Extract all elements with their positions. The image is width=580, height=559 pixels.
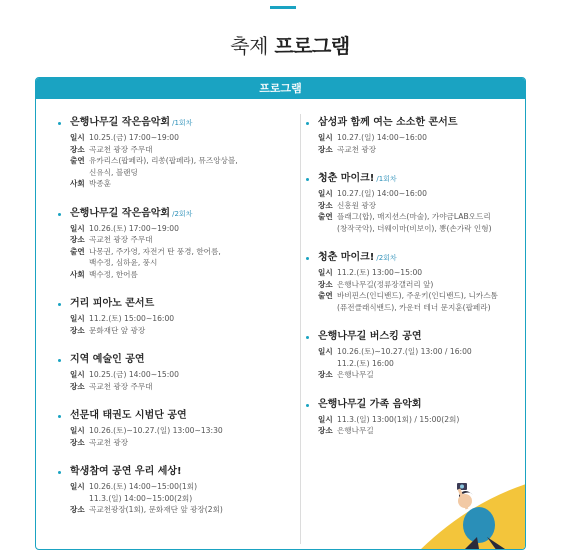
event-title [58, 353, 294, 367]
event-title-text: 은행나무길 가족 음악회 [318, 398, 422, 410]
detail-values [89, 223, 294, 235]
detail-row [70, 132, 294, 144]
detail-value: 11.2.(토) 16:00 [337, 358, 394, 368]
event-details [306, 414, 516, 437]
detail-values [337, 279, 516, 291]
detail-value: 10.25.(금) 17:00~19:00 [89, 133, 179, 142]
detail-value: 10.26.(토)~10.27.(일) 13:00~13:30 [89, 426, 223, 435]
detail-row [318, 346, 516, 369]
detail-value: 은행나무길(정류장갤러리 앞) [337, 279, 434, 289]
detail-value: 백수정, 한어름 [89, 269, 138, 279]
event-item [306, 398, 516, 437]
event-title-text: 은행나무길 작은음악회 [70, 207, 171, 219]
detail-label: 출연 [70, 156, 85, 165]
event-title [306, 116, 516, 130]
detail-label: 장소 [70, 381, 85, 391]
event-title [58, 207, 294, 221]
event-title-text: 지역 예술인 공연 [70, 354, 145, 365]
detail-values [337, 346, 516, 369]
detail-label: 출연 [70, 246, 85, 256]
title-accent-bar [270, 6, 296, 9]
detail-row [318, 414, 516, 426]
detail-values [89, 369, 294, 381]
session-tag: /1회차 [172, 119, 193, 127]
detail-row [318, 144, 516, 156]
bullet-icon [58, 471, 61, 474]
detail-value: 곡교천 광장 주무대 [89, 235, 153, 244]
bullet-icon [58, 415, 61, 418]
detail-value: 10.26.(토) 14:00~15:00(1회) [89, 482, 198, 491]
detail-value: 11.2.(토) 13:00~15:00 [337, 268, 423, 277]
session-tag: /2회차 [376, 254, 397, 262]
detail-value: 10.25.(금) 14:00~15:00 [89, 370, 179, 379]
event-item [306, 116, 516, 155]
detail-row [70, 481, 294, 504]
detail-label: 장소 [318, 279, 333, 289]
bullet-icon [306, 257, 309, 260]
detail-values [89, 313, 294, 325]
panel-header: 프로그램 [36, 78, 525, 99]
detail-values [337, 144, 516, 156]
detail-value: 백수정, 심하윤, 풍시 [89, 258, 158, 267]
left-event-column [58, 116, 294, 516]
detail-row [318, 200, 516, 212]
detail-value: 신유식, 블랜딩 [89, 167, 138, 177]
event-details [58, 223, 294, 281]
event-title [306, 251, 516, 265]
detail-values [337, 200, 516, 212]
detail-row [70, 325, 294, 337]
right-event-column [306, 116, 516, 437]
detail-value: 은행나무길 [337, 370, 374, 379]
session-tag: /2회차 [172, 209, 193, 218]
detail-value: 10.27.(일) 14:00~16:00 [337, 189, 427, 198]
detail-values [337, 290, 516, 313]
detail-value: 10.26.(토)~10.27.(일) 13:00 / 16:00 [337, 347, 472, 356]
event-title [58, 465, 294, 479]
event-title [58, 116, 294, 130]
detail-row [318, 279, 516, 291]
detail-values [89, 234, 294, 246]
event-item [58, 297, 294, 336]
detail-value: 10.26.(토) 17:00~19:00 [89, 223, 179, 233]
detail-values [89, 504, 294, 516]
event-item [306, 330, 516, 381]
detail-row [318, 425, 516, 437]
detail-row [70, 144, 294, 156]
event-title-text: 은행나무길 작은음악회 [70, 117, 171, 128]
detail-row [318, 211, 516, 234]
detail-value: 곡교천 광장 [89, 437, 129, 447]
detail-label: 장소 [70, 505, 85, 514]
event-details [58, 132, 294, 190]
event-title-text: 선문대 태권도 시범단 공연 [70, 410, 187, 421]
event-details [58, 425, 294, 448]
detail-row [70, 178, 294, 190]
page-title [0, 30, 580, 59]
detail-row [70, 425, 294, 437]
detail-values [89, 325, 294, 337]
detail-label: 일시 [318, 133, 333, 142]
event-title-text: 청춘 마이크! [318, 252, 375, 263]
detail-values [89, 269, 294, 281]
event-title [306, 330, 516, 344]
column-divider [300, 114, 301, 544]
event-title-text: 거리 피아노 콘서트 [70, 298, 155, 309]
detail-values [89, 178, 294, 190]
detail-label: 장소 [318, 144, 333, 154]
detail-label: 일시 [318, 189, 333, 198]
detail-label: 일시 [70, 370, 85, 379]
detail-row [70, 504, 294, 516]
detail-value: (창작국악), 더웨이마(비보이), 뽕(손가락 인형) [337, 223, 492, 233]
detail-row [70, 369, 294, 381]
event-details [58, 369, 294, 392]
event-item [58, 207, 294, 281]
event-title-text: 학생참여 공연 우리 세상! [70, 466, 182, 477]
bullet-icon [58, 213, 61, 216]
page-title-light: 축제 [230, 34, 268, 58]
detail-row [318, 132, 516, 144]
detail-value: 11.3.(일) 14:00~15:00(2회) [89, 493, 193, 503]
detail-value: 박종훈 [89, 179, 112, 188]
detail-values [89, 132, 294, 144]
detail-values [89, 481, 294, 504]
detail-values [337, 267, 516, 279]
detail-value: 곡교천광장(1회), 문화재단 앞 광장(2회) [89, 505, 223, 514]
detail-row [318, 188, 516, 200]
detail-value: 바비핀스(인디밴드), 주운키(인디밴드), 니카스톰 [337, 291, 498, 300]
detail-label: 사회 [70, 179, 85, 188]
detail-values [337, 425, 516, 437]
detail-values [337, 211, 516, 234]
event-item [58, 116, 294, 190]
detail-row [70, 381, 294, 393]
detail-value: 유카리스(팝페라), 리쏭(팝페라), 뮤즈앙상블, [89, 156, 238, 165]
detail-value: 곡교천 광장 [337, 144, 377, 154]
detail-row [318, 369, 516, 381]
detail-row [70, 269, 294, 281]
detail-value: 플래그(합), 매지션스(마술), 가야금LAB오드리 [337, 212, 491, 221]
detail-value: 신흥원 광장 [337, 200, 377, 210]
detail-values [337, 132, 516, 144]
event-item [58, 465, 294, 516]
detail-row [318, 267, 516, 279]
detail-values [337, 369, 516, 381]
event-title-text: 은행나무길 버스킹 공연 [318, 331, 422, 342]
detail-values [89, 381, 294, 393]
detail-label: 장소 [70, 235, 85, 244]
event-details [306, 346, 516, 381]
event-item [58, 409, 294, 448]
detail-values [89, 155, 294, 178]
detail-value: 나몽권, 주가영, 자전거 탄 풍경, 한어름, [89, 246, 221, 256]
detail-value: 곡교천 광장 주무대 [89, 144, 153, 154]
detail-value: 은행나무길 [337, 426, 374, 435]
detail-label: 일시 [70, 133, 85, 142]
detail-row [70, 246, 294, 269]
event-title [306, 172, 516, 186]
detail-label: 일시 [70, 314, 85, 323]
detail-row [318, 290, 516, 313]
detail-label: 일시 [70, 223, 85, 233]
event-title-text: 삼성과 함께 여는 소소한 콘서트 [318, 117, 458, 128]
detail-label: 출연 [318, 291, 333, 300]
detail-label: 일시 [70, 426, 85, 435]
detail-values [89, 425, 294, 437]
detail-value: 11.3.(일) 13:00(1회) / 15:00(2회) [337, 414, 460, 424]
detail-label: 장소 [318, 200, 333, 210]
bullet-icon [306, 404, 309, 407]
session-tag: /1회차 [376, 175, 397, 183]
event-item [58, 353, 294, 392]
detail-label: 사회 [70, 269, 85, 279]
detail-value: 곡교천 광장 주무대 [89, 381, 153, 391]
event-title [58, 297, 294, 311]
bullet-icon [306, 336, 309, 339]
event-item [306, 172, 516, 234]
detail-row [70, 155, 294, 178]
bullet-icon [306, 178, 309, 181]
detail-values [89, 144, 294, 156]
detail-value: 문화재단 앞 광장 [89, 325, 146, 335]
event-details [306, 267, 516, 313]
detail-value: 10.27.(일) 14:00~16:00 [337, 133, 427, 142]
event-details [58, 313, 294, 336]
event-title-text: 청춘 마이크! [318, 173, 375, 184]
detail-row [70, 313, 294, 325]
detail-value: (퓨전클래식밴드), 카운터 테너 문지훈(팝페라) [337, 302, 491, 312]
detail-values [89, 437, 294, 449]
event-details [306, 188, 516, 234]
event-title [58, 409, 294, 423]
program-panel [35, 77, 526, 550]
detail-label: 장소 [70, 325, 85, 335]
detail-values [337, 414, 516, 426]
bullet-icon [58, 359, 61, 362]
detail-label: 장소 [318, 426, 333, 435]
event-details [58, 481, 294, 516]
bullet-icon [58, 303, 61, 306]
event-title [306, 398, 516, 412]
detail-row [70, 234, 294, 246]
detail-label: 일시 [318, 268, 333, 277]
person-with-camera-illustration [417, 463, 526, 550]
event-details [306, 132, 516, 155]
detail-row [70, 223, 294, 235]
detail-label: 일시 [318, 347, 333, 356]
detail-label: 출연 [318, 212, 333, 221]
bullet-icon [306, 122, 309, 125]
detail-label: 장소 [318, 370, 333, 379]
detail-label: 장소 [70, 144, 85, 154]
bullet-icon [58, 122, 61, 125]
detail-label: 일시 [70, 482, 85, 491]
page-title-bold: 프로그램 [274, 34, 350, 58]
detail-value: 11.2.(토) 15:00~16:00 [89, 314, 175, 323]
detail-values [89, 246, 294, 269]
detail-values [337, 188, 516, 200]
event-item [306, 251, 516, 313]
detail-label: 일시 [318, 414, 333, 424]
detail-row [70, 437, 294, 449]
detail-label: 장소 [70, 437, 85, 447]
